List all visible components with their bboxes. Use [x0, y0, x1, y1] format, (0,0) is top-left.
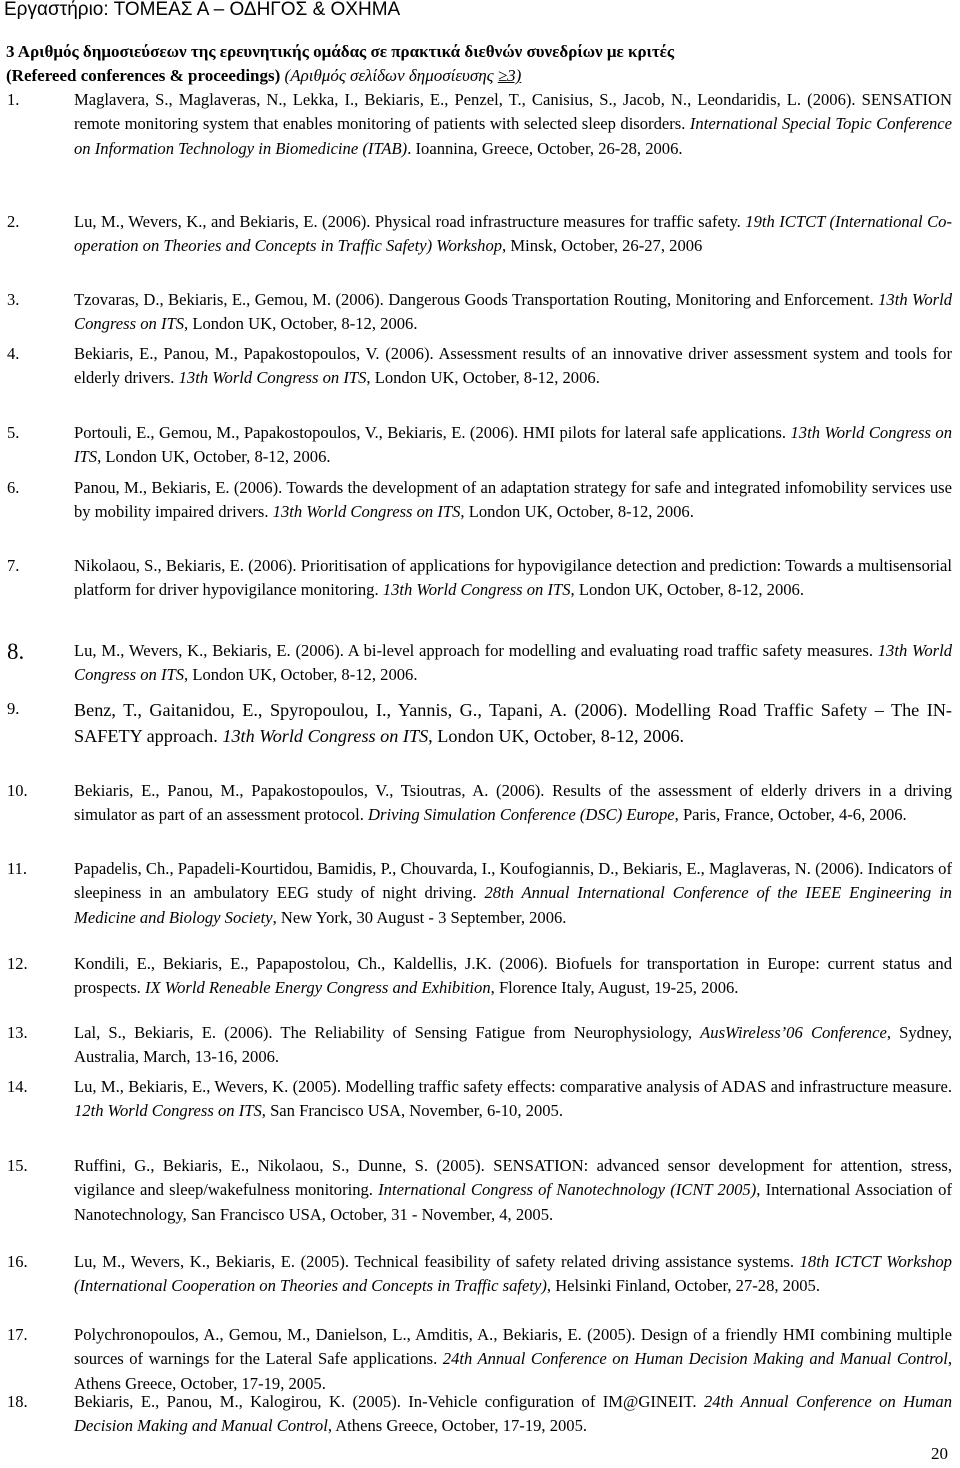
reference-number: 4.	[7, 344, 20, 363]
reference-text: Bekiaris, E., Panou, M., Papakostopoulos, V. (2006). Assessment results of an innovative driver assessment system and tools for elderly drivers. 13th World Congress on ITS, London UK, October, 8-12, 2006.	[74, 344, 952, 388]
reference-text: Ruffini, G., Bekiaris, E., Nikolaou, S., Dunne, S. (2005). SENSATION: advanced sensor development for attention, stress, vigilance and sleep/wakefulness monitoring. International Congress of Nanotechnology (ICNT 2005), International Association of Nanotechnology, San Francisco USA, October, 31 - November, 4, 2005.	[74, 1156, 952, 1224]
reference-number: 16.	[7, 1252, 28, 1271]
section-title-line2	[6, 64, 946, 88]
reference-text: Lu, M., Wevers, K., Bekiaris, E. (2006). A bi-level approach for modelling and evaluating road traffic safety measures. 13th World Congress on ITS, London UK, October, 8-12, 2006.	[74, 641, 952, 685]
header-title: Εργαστήριο: ΤΟΜΕΑΣ Α – ΟΔΗΓΟΣ & ΟΧΗΜΑ	[4, 0, 401, 20]
reference-venue: 24th Annual Conference on Human Decision Making and Manual Control	[442, 1349, 948, 1369]
reference-number: 7.	[7, 556, 20, 575]
reference-number: 11.	[7, 859, 28, 878]
reference-venue: 13th World Congress on ITS	[382, 580, 571, 600]
reference-number: 14.	[7, 1077, 28, 1096]
reference-number: 9.	[7, 699, 20, 718]
reference-text: Lu, M., Wevers, K., Bekiaris, E. (2005). Technical feasibility of safety related driving assistance systems. 18th ICTCT Workshop (International Cooperation on Theories and Concepts in Traffic safety), Helsinki Finland, October, 27-28, 2005.	[74, 1252, 952, 1296]
reference-text: Polychronopoulos, A., Gemou, M., Danielson, L., Amditis, A., Bekiaris, E. (2005). Design of a friendly HMI combining multiple sources of warnings for the Lateral Safe applications. 24th Annual Conference on Human Decision Making and Manual Control, Athens Greece, October, 17-19, 2005.	[74, 1325, 952, 1393]
reference-venue: 12th World Congress on ITS	[74, 1101, 262, 1121]
reference-text: Tzovaras, D., Bekiaris, E., Gemou, M. (2006). Dangerous Goods Transportation Routing, Monitoring and Enforcement. 13th World Congress on ITS, London UK, October, 8-12, 2006.	[74, 290, 952, 334]
reference-number: 15.	[7, 1156, 28, 1175]
reference-text: Portouli, E., Gemou, M., Papakostopoulos, V., Bekiaris, E. (2006). HMI pilots for lateral safe applications. 13th World Congress on ITS, London UK, October, 8-12, 2006.	[74, 423, 952, 467]
reference-text: Lu, M., Wevers, K., and Bekiaris, E. (2006). Physical road infrastructure measures for traffic safety. 19th ICTCT (International Co-operation on Theories and Concepts in Traffic Safety) Workshop, Minsk, October, 26-27, 2006	[74, 212, 952, 256]
reference-text: Bekiaris, E., Panou, M., Papakostopoulos, V., Tsioutras, A. (2006). Results of the assessment of elderly drivers in a driving simulator as part of an assessment protocol. Driving Simulation Conference (DSC) Europe, Paris, France, October, 4-6, 2006.	[74, 781, 952, 825]
reference-number: 17.	[7, 1325, 28, 1344]
reference-venue: 18th ICTCT Workshop (International Cooperation on Theories and Concepts in Traffic safety)	[74, 1252, 952, 1296]
reference-number: 1.	[7, 90, 20, 109]
reference-text: Maglavera, S., Maglaveras, N., Lekka, I., Bekiaris, E., Penzel, T., Canisius, S., Jacob, N., Leondaridis, L. (2006). SENSATION remote monitoring system that enables monitoring of patients with selected sleep disorders. International Special Topic Conference on Information Technology in Biomedicine (ITAB). Ioannina, Greece, October, 26-28, 2006.	[74, 90, 952, 158]
reference-venue: 28th Annual International Conference of the IEEE Engineering in Medicine and Biology Society	[74, 883, 952, 927]
reference-text: Papadelis, Ch., Papadeli-Kourtidou, Bamidis, P., Chouvarda, I., Koufogiannis, D., Bekiaris, E., Maglaveras, N. (2006). Indicators of sleepiness in an ambulatory EEG study of night driving. 28th Annual International Conference of the IEEE Engineering in Medicine and Biology Society, New York, 30 August - 3 September, 2006.	[74, 859, 952, 927]
section-title-line1: 3 Αριθμός δημοσιεύσεων της ερευνητικής ομάδας σε πρακτικά διεθνών συνεδρίων με κριτές	[6, 42, 675, 61]
section-title	[6, 40, 946, 88]
page-number: 20	[931, 1444, 948, 1463]
reference-venue: International Congress of Nanotechnology (ICNT 2005)	[378, 1180, 757, 1200]
reference-text: Kondili, E., Bekiaris, E., Papapostolou, Ch., Kaldellis, J.K. (2006). Biofuels for transportation in Europe: current status and prospects. IX World Reneable Energy Congress and Exhibition, Florence Italy, August, 19-25, 2006.	[74, 954, 952, 998]
reference-venue: 13th World Congress on ITS	[222, 726, 429, 746]
reference-number: 10.	[7, 781, 28, 800]
reference-number: 12.	[7, 954, 28, 973]
reference-text: Lu, M., Bekiaris, E., Wevers, K. (2005). Modelling traffic safety effects: comparative analysis of ADAS and infrastructure measure. 12th World Congress on ITS, San Francisco USA, November, 6-10, 2005.	[74, 1077, 952, 1121]
reference-text: Panou, M., Bekiaris, E. (2006). Towards the development of an adaptation strategy for safe and integrated infomobility services use by mobility impaired drivers. 13th World Congress on ITS, London UK, October, 8-12, 2006.	[74, 478, 952, 522]
reference-venue: 19th ICTCT (International Co-operation on Theories and Concepts in Traffic Safety) Workshop	[74, 212, 952, 256]
reference-venue: Driving Simulation Conference (DSC) Europe	[368, 805, 675, 825]
reference-number: 2.	[7, 212, 20, 231]
reference-number: 8.	[7, 639, 25, 664]
reference-number: 6.	[7, 478, 20, 497]
reference-venue: 13th World Congress on ITS	[272, 502, 461, 522]
page-header	[4, 0, 400, 22]
section-title-english: (Refereed conferences & proceedings)	[6, 66, 281, 85]
reference-venue: IX World Reneable Energy Congress and Exhibition	[144, 978, 491, 998]
reference-number: 13.	[7, 1023, 28, 1042]
reference-venue: 13th World Congress on ITS	[74, 641, 952, 685]
section-title-threshold: ≥3)	[497, 66, 522, 85]
reference-number: 5.	[7, 423, 20, 442]
reference-venue: 13th World Congress on ITS	[74, 423, 952, 467]
reference-venue: International Special Topic Conference on Information Technology in Biomedicine (ITAB)	[74, 114, 952, 158]
reference-venue: 13th World Congress on ITS	[74, 290, 952, 334]
reference-venue: 24th Annual Conference on Human Decision Making and Manual Control	[74, 1392, 952, 1436]
reference-venue: 13th World Congress on ITS	[178, 368, 367, 388]
reference-text: Lal, S., Bekiaris, E. (2006). The Reliability of Sensing Fatigue from Neurophysiology, AusWireless’06 Conference, Sydney, Australia, March, 13-16, 2006.	[74, 1023, 952, 1067]
reference-number: 18.	[7, 1392, 28, 1411]
reference-text: Bekiaris, E., Panou, M., Kalogirou, K. (2005). In-Vehicle configuration of IM@GINEIT. 24th Annual Conference on Human Decision Making and Manual Control, Athens Greece, October, 17-19, 2005.	[74, 1392, 952, 1436]
reference-venue: AusWireless’06 Conference	[700, 1023, 887, 1042]
section-title-note: (Αριθμός σελίδων δημοσίευσης ≥3)	[284, 66, 522, 85]
reference-text: Benz, T., Gaitanidou, E., Spyropoulou, I., Yannis, G., Tapani, A. (2006). Modelling Road Traffic Safety – The IN-SAFETY approach. 13th World Congress on ITS, London UK, October, 8-12, 2006.	[74, 700, 952, 746]
reference-number: 3.	[7, 290, 20, 309]
reference-text: Nikolaou, S., Bekiaris, E. (2006). Prioritisation of applications for hypovigilance detection and prediction: Towards a multisensorial platform for driver hypovigilance monitoring. 13th World Congress on ITS, London UK, October, 8-12, 2006.	[74, 556, 952, 600]
